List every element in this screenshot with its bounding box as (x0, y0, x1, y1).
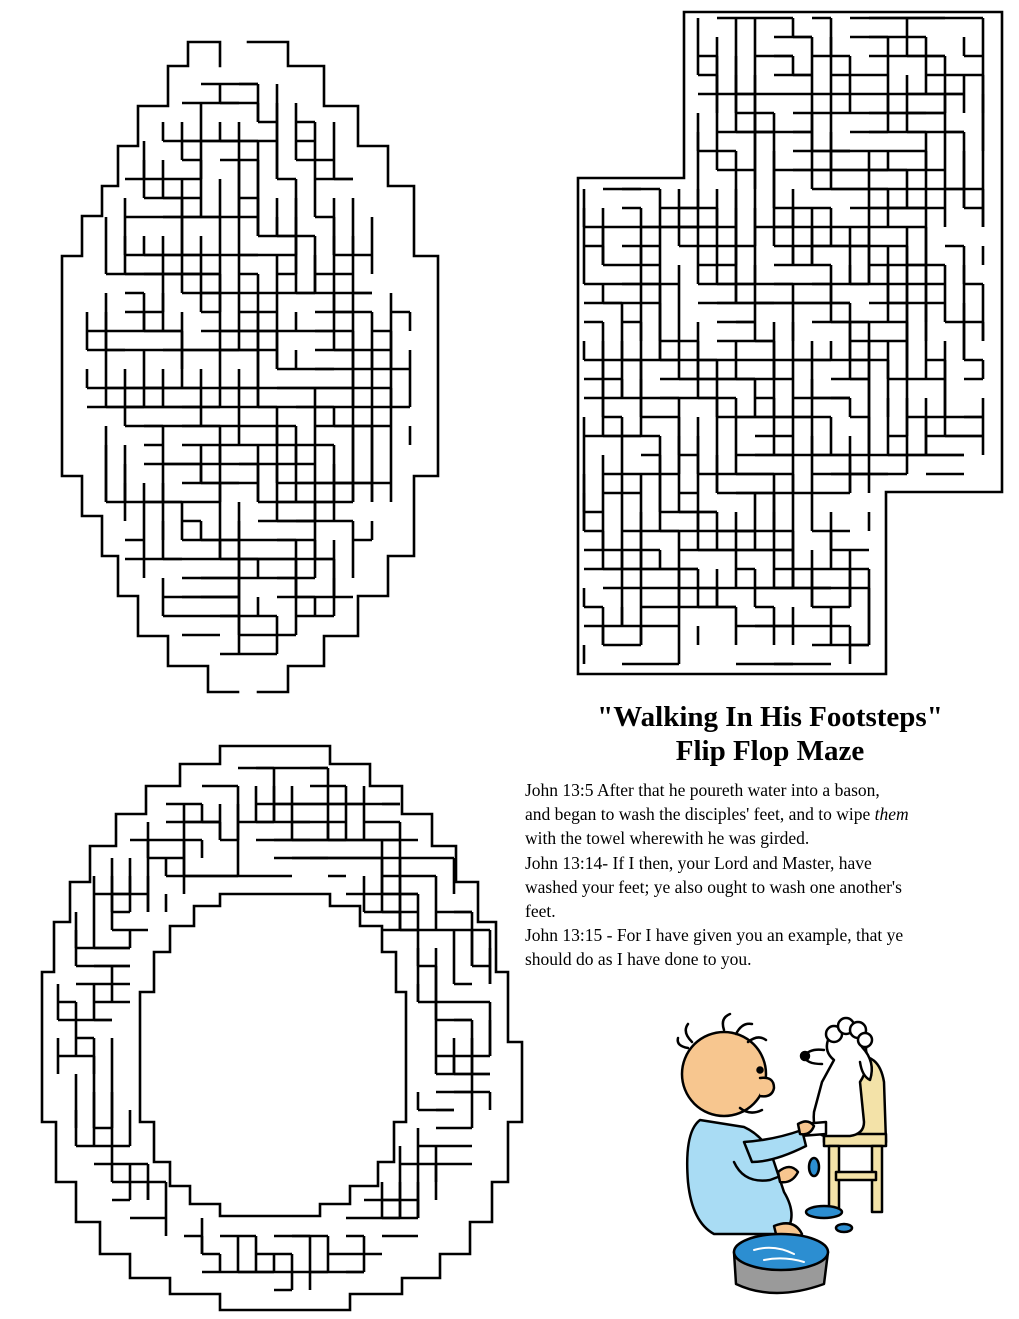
verse-line: washed your feet; ye also ought to wash one another's (525, 876, 902, 897)
verse-line: feet. (525, 901, 556, 922)
wash-basin (734, 1234, 828, 1293)
rectangular-maze (576, 10, 1006, 678)
oval-maze (58, 36, 442, 698)
verse-italic-word: them (874, 804, 909, 825)
scripture-text (525, 778, 1019, 972)
title-line-2: Flip Flop Maze (675, 735, 865, 767)
verse-line (525, 802, 1019, 826)
verse-line: John 13:5 After that he poureth water into a bason, (525, 780, 880, 800)
child-washing-puppy-feet-illustration (674, 1012, 904, 1302)
maze-title (520, 700, 1019, 768)
puppy (800, 1018, 872, 1136)
verse-line: should do as I have done to you. (525, 949, 752, 970)
ring-maze (30, 742, 526, 1314)
verse-line: John 13:14- If I then, your Lord and Master, have (525, 852, 872, 873)
verse-line: with the towel wherewith he was girded. (525, 828, 810, 849)
verse-line-text: and began to wash the disciples' feet, and to wipe (525, 804, 875, 825)
title-line-1: "Walking In His Footsteps" (597, 701, 943, 733)
child (678, 1014, 814, 1244)
verse-line: John 13:15 - For I have given you an example, that ye (525, 925, 904, 946)
